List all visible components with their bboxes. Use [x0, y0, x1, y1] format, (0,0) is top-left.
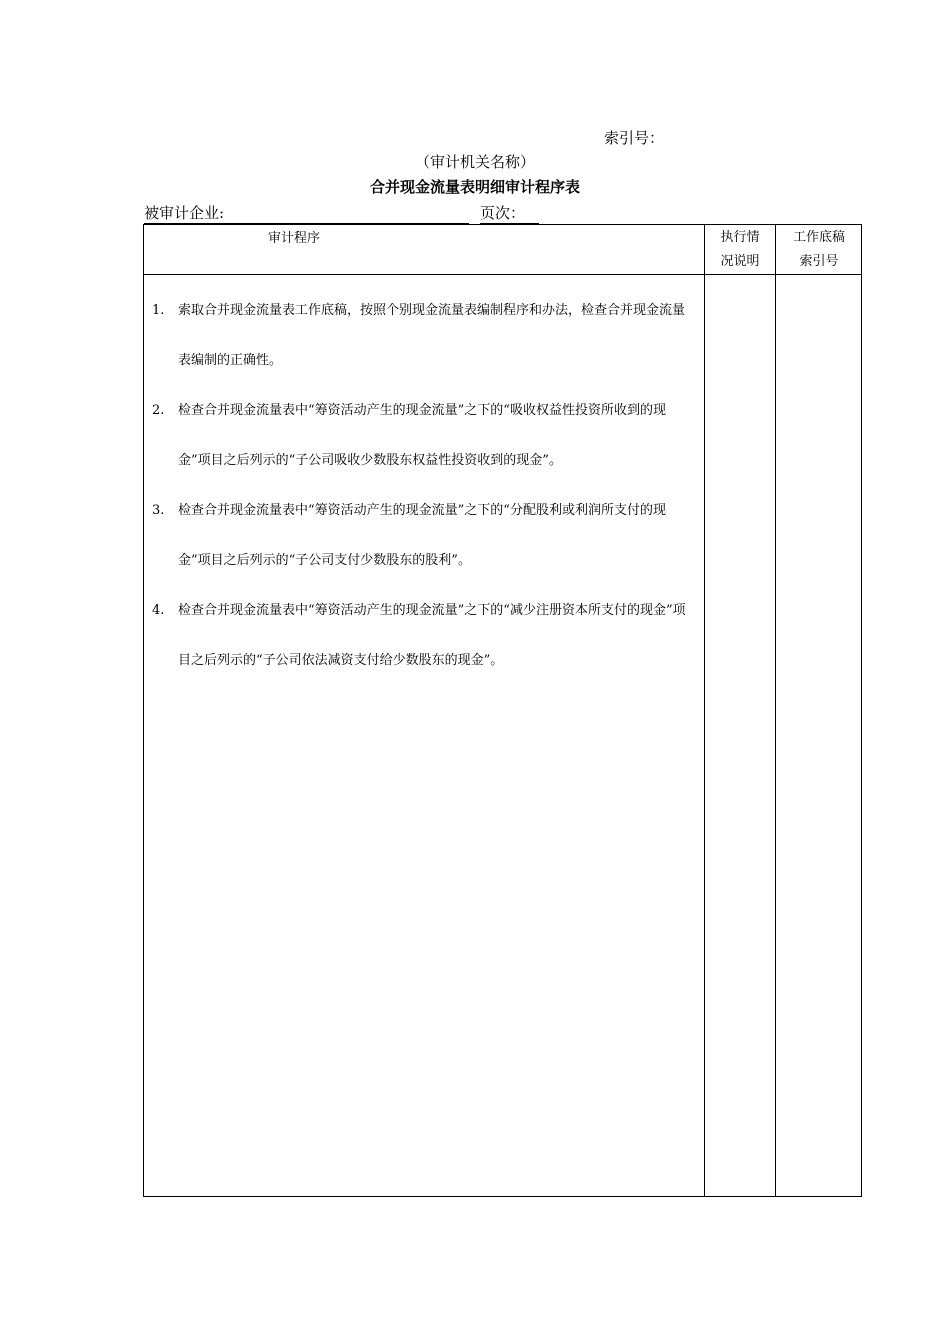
step-number: 3. — [152, 503, 165, 518]
step-text: 检查合并现金流量表中“筹资活动产生的现金流量”之下的“吸收权益性投资所收到的现金”项目之后列示的“子公司吸收少数股东权益性投资收到的现金”。 — [178, 403, 666, 468]
audited-entity-field — [144, 202, 469, 224]
step-number: 1. — [152, 303, 165, 318]
procedure-step-2 — [152, 386, 697, 486]
step-text: 检查合并现金流量表中“筹资活动产生的现金流量”之下的“分配股利或利润所支付的现金”项目之后列示的“子公司支付少数股东的股利”。 — [178, 503, 666, 568]
header-divider — [144, 274, 861, 275]
audited-entity-label: 被审计企业: — [144, 204, 225, 222]
procedure-step-4 — [152, 586, 697, 686]
document-title: 合并现金流量表明细审计程序表 — [369, 178, 580, 196]
col-header-workpaper-line1: 工作底稿 — [792, 230, 845, 245]
procedure-step-1 — [152, 286, 697, 386]
col-header-execution-line1: 执行情 — [720, 230, 760, 245]
audit-procedure-table — [143, 224, 862, 1197]
step-text: 检查合并现金流量表中“筹资活动产生的现金流量”之下的“减少注册资本所支付的现金”项目之后列示的“子公司依法减资支付给少数股东的现金”。 — [178, 603, 686, 668]
col-header-workpaper-line2: 索引号 — [799, 254, 839, 269]
column-divider — [704, 225, 705, 1196]
step-number: 4. — [152, 603, 165, 618]
col-header-procedure: 审计程序 — [267, 231, 320, 246]
index-number-label: 索引号： — [604, 129, 665, 147]
col-header-workpaper — [776, 226, 862, 274]
page-number-label: 页次： — [480, 202, 539, 224]
step-text: 索取合并现金流量表工作底稿，按照个别现金流量表编制程序和办法，检查合并现金流量表编制的正确性。 — [178, 303, 686, 368]
col-header-execution — [705, 226, 775, 274]
step-number: 2. — [152, 403, 165, 418]
procedure-step-3 — [152, 486, 697, 586]
audit-organization-name: （审计机关名称） — [414, 153, 535, 171]
audited-entity-row — [144, 202, 469, 224]
col-header-execution-line2: 况说明 — [720, 254, 760, 269]
column-divider — [775, 225, 776, 1196]
